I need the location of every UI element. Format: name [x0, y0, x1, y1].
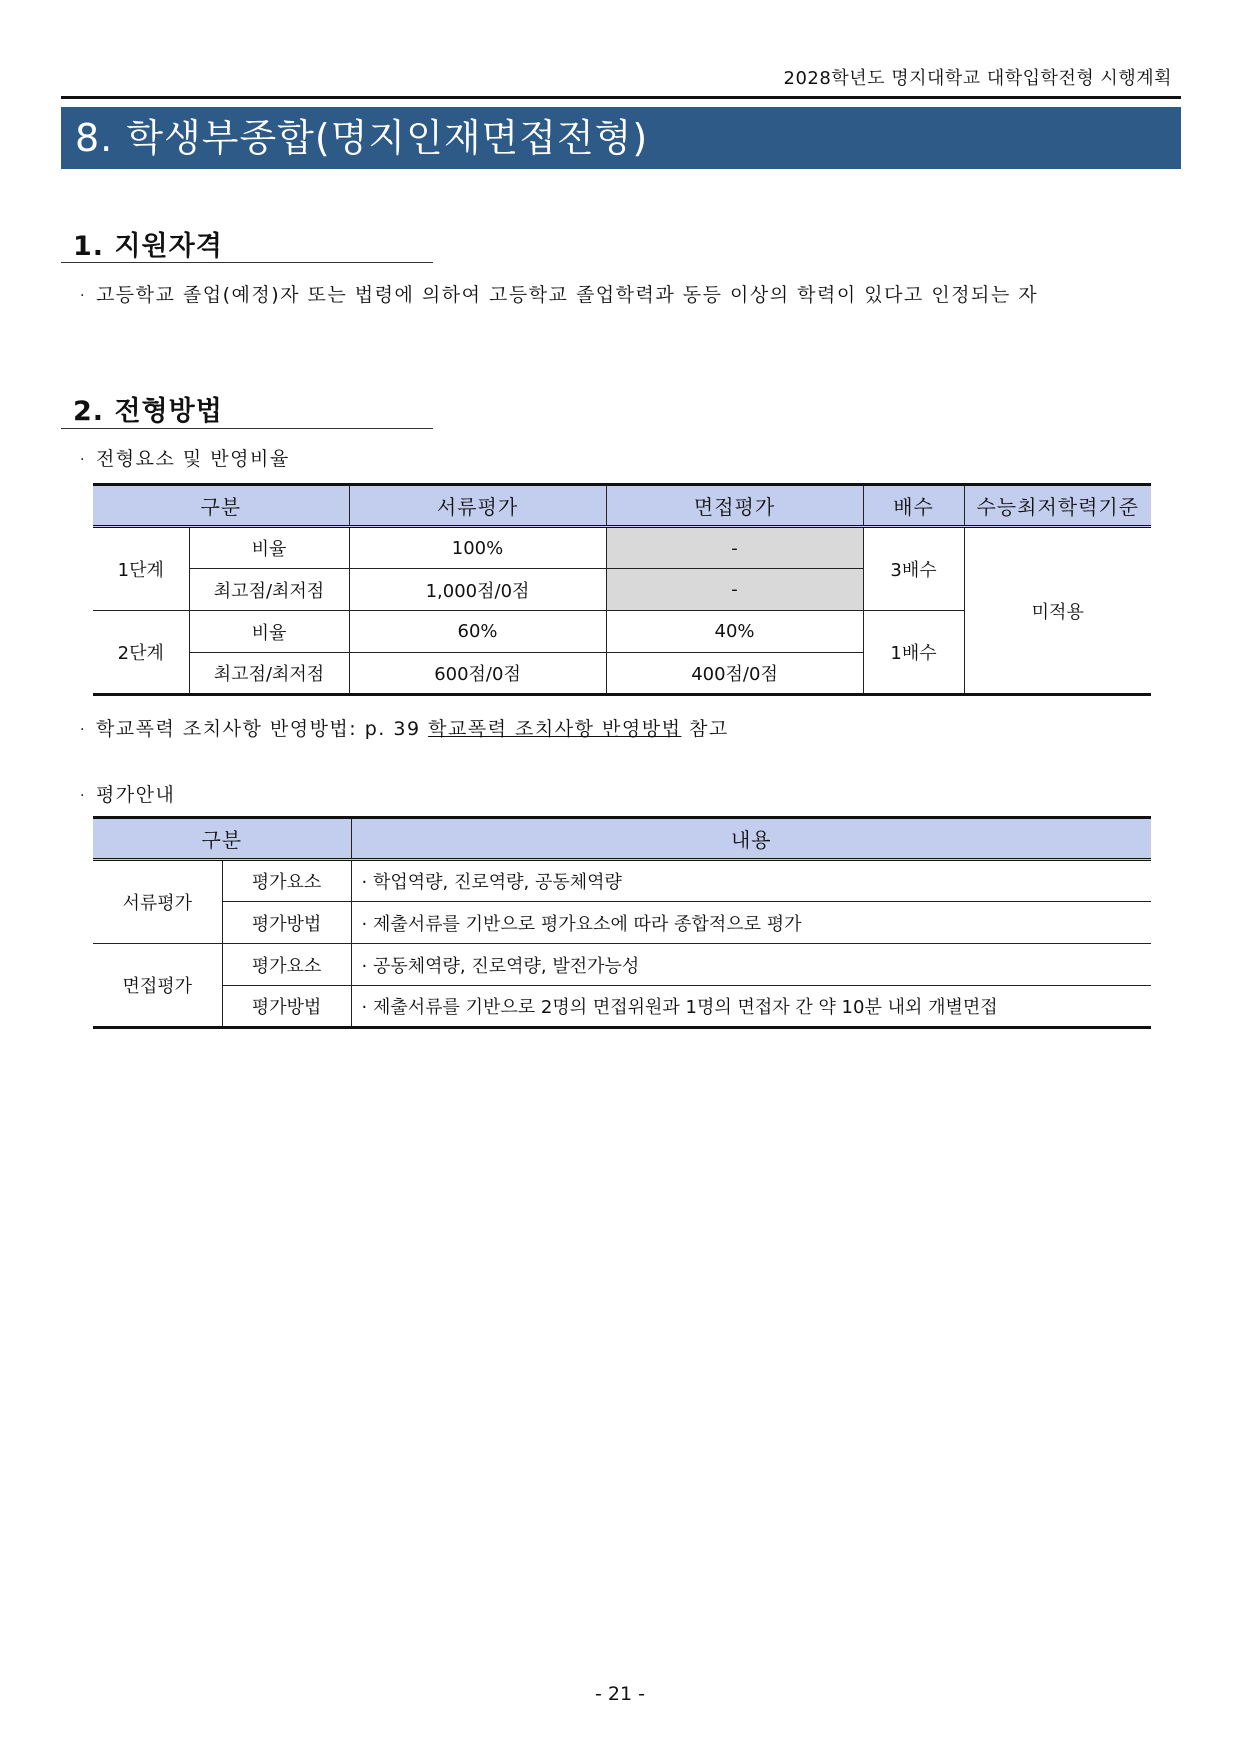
col-header-csat: 수능최저학력기준 — [964, 485, 1151, 527]
bullet-dot: · — [80, 287, 86, 304]
section-heading-method: 2. 전형방법 — [73, 396, 223, 427]
table-cell: - — [606, 569, 863, 611]
table-cell: 최고점/최저점 — [189, 569, 349, 611]
table-cell: 평가요소 — [222, 860, 351, 902]
table-cell: 비율 — [189, 611, 349, 653]
page-title: 8. 학생부종합(명지인재면접전형) — [61, 107, 1181, 169]
sub-heading-evaluation-text: 평가안내 — [95, 784, 176, 806]
violence-note — [80, 714, 729, 741]
header-rule — [61, 96, 1181, 99]
bullet-dot: · — [80, 721, 86, 738]
col-header-interview: 면접평가 — [606, 485, 863, 527]
eligibility-bullet — [80, 280, 1038, 307]
bullet-dot: · — [80, 787, 86, 804]
table-cell: 60% — [349, 611, 606, 653]
table-cell: 600점/0점 — [349, 653, 606, 695]
csat-cell: 미적용 — [964, 527, 1151, 695]
sub-heading-ratio-text: 전형요소 및 반영비율 — [95, 448, 290, 470]
table-cell: · 공동체역량, 진로역량, 발전가능성 — [351, 944, 1151, 986]
stage2-multiple: 1배수 — [863, 611, 964, 695]
section-rule — [61, 262, 433, 263]
document-header: 2028학년도 명지대학교 대학입학전형 시행계획 — [783, 68, 1172, 89]
table-cell: · 제출서류를 기반으로 2명의 면접위원과 1명의 면접자 간 약 10분 내외 개별면접 — [351, 986, 1151, 1028]
evaluation-table — [93, 816, 1151, 1029]
sub-heading-evaluation — [80, 780, 175, 807]
doc-eval-label: 서류평가 — [93, 860, 222, 944]
violence-reference-link[interactable]: 학교폭력 조치사항 반영방법 — [428, 718, 682, 740]
violence-suffix: 참고 — [688, 718, 729, 740]
bullet-dot: · — [80, 451, 86, 468]
col-header-document: 서류평가 — [349, 485, 606, 527]
table-cell: 평가방법 — [222, 902, 351, 944]
table-cell: - — [606, 527, 863, 569]
col-header-category: 구분 — [93, 485, 349, 527]
section-rule — [61, 428, 433, 429]
table-cell: 최고점/최저점 — [189, 653, 349, 695]
stage1-multiple: 3배수 — [863, 527, 964, 611]
table-cell: 400점/0점 — [606, 653, 863, 695]
col-header-category: 구분 — [93, 818, 351, 860]
sub-heading-ratio — [80, 444, 290, 471]
stage2-label: 2단계 — [93, 611, 189, 695]
ratio-table — [93, 483, 1151, 696]
table-cell: · 학업역량, 진로역량, 공동체역량 — [351, 860, 1151, 902]
table-cell: · 제출서류를 기반으로 평가요소에 따라 종합적으로 평가 — [351, 902, 1151, 944]
section-heading-eligibility: 1. 지원자격 — [73, 231, 223, 262]
table-cell: 평가요소 — [222, 944, 351, 986]
interview-eval-label: 면접평가 — [93, 944, 222, 1028]
table-cell: 평가방법 — [222, 986, 351, 1028]
stage1-label: 1단계 — [93, 527, 189, 611]
eligibility-text: 고등학교 졸업(예정)자 또는 법령에 의하여 고등학교 졸업학력과 동등 이상의 학력이 있다고 인정되는 자 — [95, 284, 1039, 306]
table-cell: 비율 — [189, 527, 349, 569]
col-header-content: 내용 — [351, 818, 1151, 860]
page-number: - 21 - — [595, 1683, 645, 1705]
col-header-multiple: 배수 — [863, 485, 964, 527]
table-cell: 40% — [606, 611, 863, 653]
table-cell: 100% — [349, 527, 606, 569]
table-cell: 1,000점/0점 — [349, 569, 606, 611]
violence-prefix: 학교폭력 조치사항 반영방법: p. 39 — [95, 718, 421, 740]
